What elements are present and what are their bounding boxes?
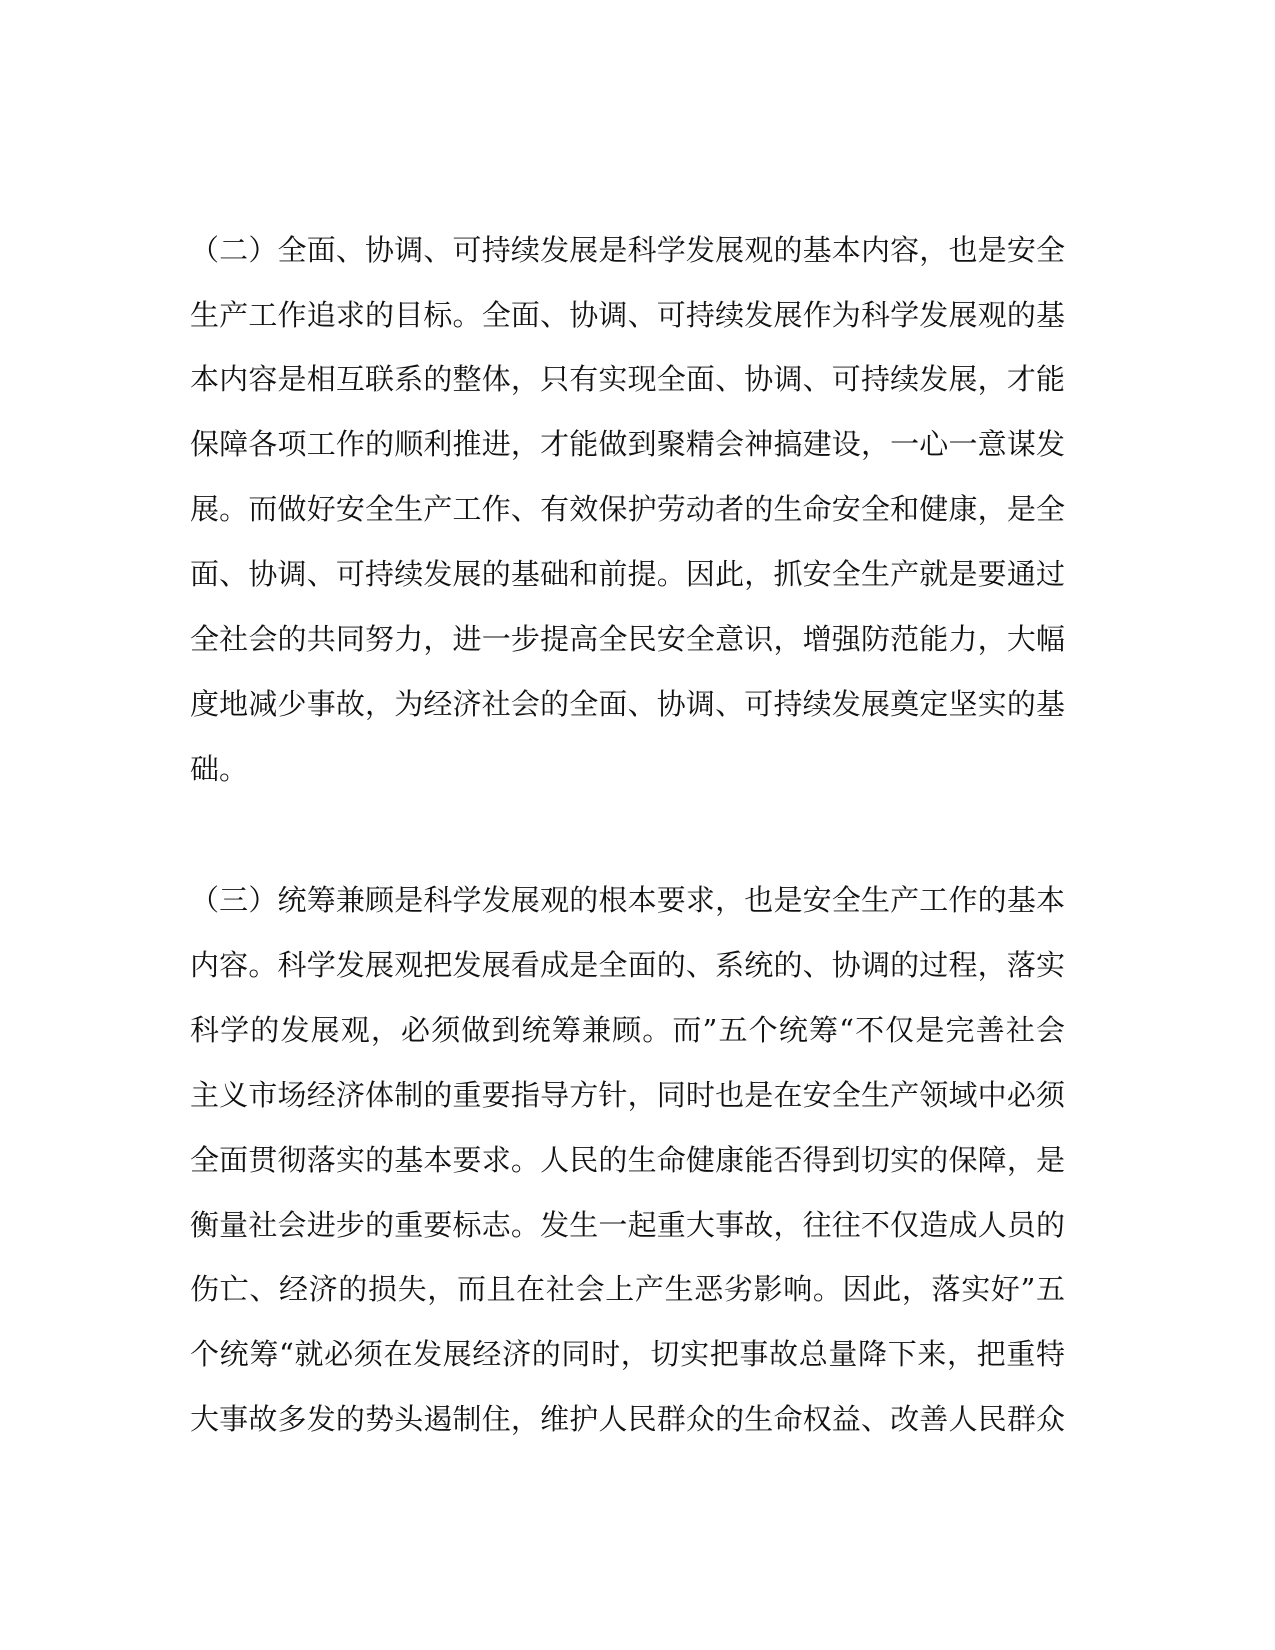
paragraph-line: 全面贯彻落实的基本要求。人民的生命健康能否得到切实的保障，是 [190,1143,1065,1177]
paragraph-line: 主义市场经济体制的重要指导方针，同时也是在安全生产领域中必须 [190,1078,1065,1112]
paragraph-line: （三）统筹兼顾是科学发展观的根本要求，也是安全生产工作的基本 [190,883,1065,917]
paragraph-line: 保障各项工作的顺利推进，才能做到聚精会神搞建设，一心一意谋发 [190,427,1065,461]
paragraph-line: 伤亡、经济的损失，而且在社会上产生恶劣影响。因此，落实好”五 [190,1272,1065,1306]
paragraph-line: 衡量社会进步的重要标志。发生一起重大事故，往往不仅造成人员的 [190,1208,1065,1242]
paragraph-line: 内容。科学发展观把发展看成是全面的、系统的、协调的过程，落实 [190,948,1065,982]
paragraph-line: 面、协调、可持续发展的基础和前提。因此，抓安全生产就是要通过 [190,557,1065,591]
paragraph-line: 全社会的共同努力，进一步提高全民安全意识，增强防范能力，大幅 [190,622,1065,656]
paragraph-line: 度地减少事故，为经济社会的全面、协调、可持续发展奠定坚实的基 [190,687,1065,721]
paragraph-line: （二）全面、协调、可持续发展是科学发展观的基本内容，也是安全 [190,233,1065,267]
paragraph-line: 个统筹“就必须在发展经济的同时，切实把事故总量降下来，把重特 [190,1337,1065,1371]
paragraph-line: 展。而做好安全生产工作、有效保护劳动者的生命安全和健康，是全 [190,492,1065,526]
paragraph-line: 生产工作追求的目标。全面、协调、可持续发展作为科学发展观的基 [190,298,1065,332]
paragraph-line: 础。 [190,752,249,786]
paragraph-line: 大事故多发的势头遏制住，维护人民群众的生命权益、改善人民群众 [190,1402,1065,1436]
paragraph-line: 本内容是相互联系的整体，只有实现全面、协调、可持续发展，才能 [190,362,1065,396]
paragraph-line: 科学的发展观，必须做到统筹兼顾。而”五个统筹“不仅是完善社会 [190,1013,1065,1047]
